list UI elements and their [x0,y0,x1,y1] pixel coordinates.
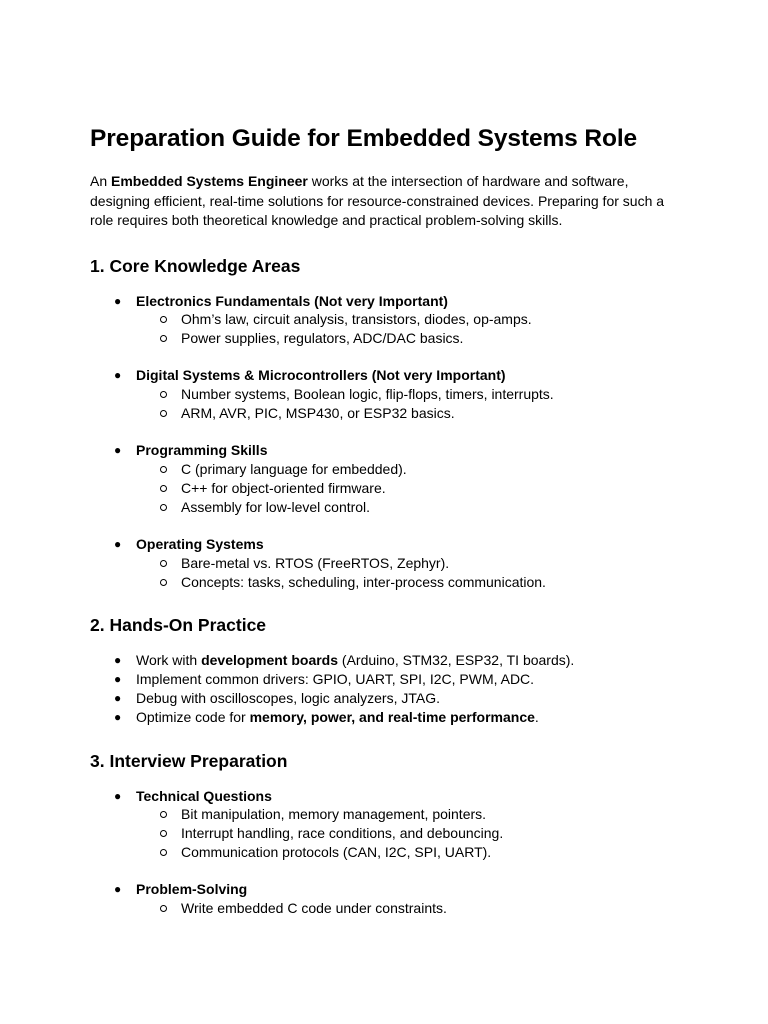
list-item-group [90,787,680,862]
circle-bullet-icon [160,335,167,342]
intro-prefix: An [90,173,112,189]
sub-list [136,554,680,592]
sub-list-item [136,805,680,824]
sub-item-text: ARM, AVR, PIC, MSP430, or ESP32 basics. [181,404,455,421]
sub-item-text: Write embedded C code under constraints. [181,900,447,917]
sub-item-text: C++ for object-oriented firmware. [181,479,386,496]
bullet-icon: ● [114,536,122,551]
bullet-icon: ● [114,709,122,724]
circle-bullet-icon [160,485,167,492]
bullet-icon: ● [114,443,122,458]
group-title: Operating Systems [136,535,264,552]
sub-list [136,899,680,918]
item-text: Implement common drivers: GPIO, UART, SPI, I2C, PWM, ADC. [136,671,535,688]
sub-list-item [136,899,680,918]
core-knowledge-list [90,292,680,592]
intro-paragraph [90,172,675,231]
sub-list-item [136,460,680,479]
bullet-icon: ● [114,653,122,668]
item-text: Optimize code for [136,708,250,725]
intro-bold-term: Embedded Systems Engineer [111,173,308,189]
circle-bullet-icon [160,504,167,511]
list-item [90,708,680,727]
item-text: . [534,708,539,725]
list-item [90,651,680,670]
circle-bullet-icon [160,410,167,417]
sub-list [136,385,680,423]
sub-list-item [136,329,680,348]
circle-bullet-icon [160,811,167,818]
bullet-icon: ● [114,672,122,687]
circle-bullet-icon [160,849,167,856]
sub-item-text: Interrupt handling, race conditions, and debouncing. [181,825,504,842]
item-text: (Arduino, STM32, ESP32, TI boards). [338,652,575,669]
bullet-icon: ● [114,368,122,383]
sub-list-item [136,310,680,329]
list-item [90,670,680,689]
section-heading-interview: 3. Interview Preparation [90,750,288,771]
group-title: Digital Systems & Microcontrollers (Not very Important) [136,367,506,384]
sub-list-item [136,385,680,404]
item-text: Debug with oscilloscopes, logic analyzers, JTAG. [136,689,440,706]
page-title: Preparation Guide for Embedded Systems Role [90,125,638,152]
sub-item-text: Ohm’s law, circuit analysis, transistors, diodes, op-amps. [181,311,532,328]
circle-bullet-icon [160,316,167,323]
list-item [90,689,680,708]
list-item-group [90,441,680,516]
list-item-group [90,880,680,918]
sub-list-item [136,824,680,843]
intro-suffix: works at the intersection of hardware and software, designing efficient, real-time solutions for resource-constrained devices. Preparing for such a role requires both theoretical knowledge and practical problem-solving skills. [90,173,665,228]
bullet-icon: ● [114,882,122,897]
sub-list-item [136,843,680,862]
sub-item-text: Bit manipulation, memory management, pointers. [181,806,487,823]
sub-item-text: Assembly for low-level control. [181,498,371,515]
section-heading-core-knowledge: 1. Core Knowledge Areas [90,255,301,276]
sub-list-item [136,404,680,423]
sub-list [136,310,680,348]
circle-bullet-icon [160,466,167,473]
list-item-group [90,535,680,591]
sub-item-text: Number systems, Boolean logic, flip-flops, timers, interrupts. [181,386,554,403]
sub-item-text: Power supplies, regulators, ADC/DAC basics. [181,330,464,347]
section-heading-hands-on: 2. Hands-On Practice [90,615,267,636]
bullet-icon: ● [114,788,122,803]
sub-item-text: Concepts: tasks, scheduling, inter-process communication. [181,573,546,590]
sub-item-text: C (primary language for embedded). [181,461,407,478]
list-item-group [90,292,680,348]
circle-bullet-icon [160,391,167,398]
circle-bullet-icon [160,830,167,837]
interview-list [90,787,680,918]
bullet-icon: ● [114,293,122,308]
bullet-icon: ● [114,690,122,705]
item-bold-text: memory, power, and real-time performance [249,708,535,725]
sub-list-item [136,479,680,498]
group-title: Programming Skills [136,442,268,459]
group-title: Electronics Fundamentals (Not very Important) [136,292,448,309]
item-text: Work with [136,652,202,669]
group-title: Technical Questions [136,787,272,804]
sub-item-text: Bare-metal vs. RTOS (FreeRTOS, Zephyr). [181,554,450,571]
circle-bullet-icon [160,579,167,586]
sub-item-text: Communication protocols (CAN, I2C, SPI, UART). [181,843,492,860]
item-bold-text: development boards [201,652,339,669]
document-page [90,122,680,918]
circle-bullet-icon [160,905,167,912]
sub-list-item [136,498,680,517]
circle-bullet-icon [160,560,167,567]
hands-on-list [90,651,680,726]
sub-list [136,805,680,861]
sub-list [136,460,680,516]
group-title: Problem-Solving [136,881,248,898]
sub-list-item [136,573,680,592]
list-item-group [90,366,680,422]
sub-list-item [136,554,680,573]
